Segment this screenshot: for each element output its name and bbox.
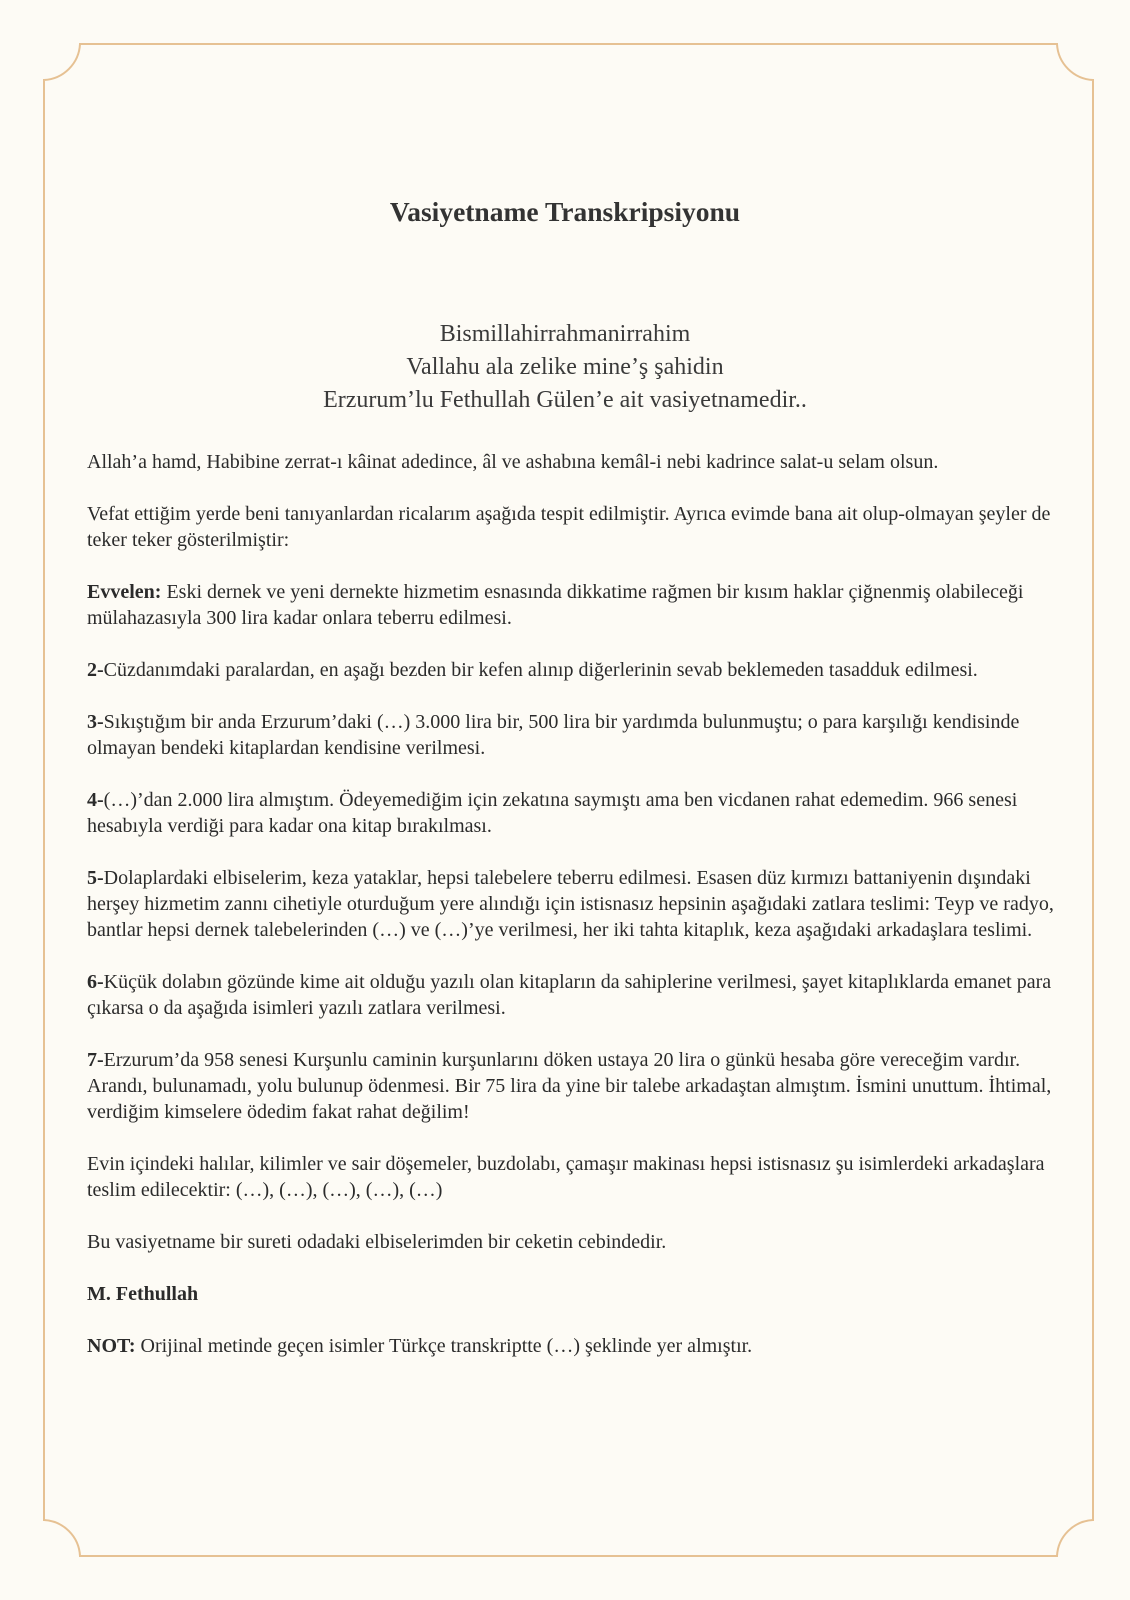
item-text: Erzurum’da 958 senesi Kurşunlu caminin kurşunlarını döken ustaya 20 lira o günkü hesaba göre vereceğim vardır. Arandı, bulunamadı, yolu bulunup ödenmesi. Bir 75 lira da yine bir talebe arkadaştan almıştım. İsmini unuttum. İhtimal, verdiğim kimselere ödedim fakat rahat değilim!	[87, 1049, 1052, 1123]
item-text: Dolaplardaki elbiselerim, keza yataklar, hepsi talebelere teberru edilmesi. Esasen düz kırmızı battaniyenin dışındaki herşey hizmetim zannı cihetiyle oturduğum yere alındığı için istisnasız hepsinin aşağıdaki zatlara teslimi: Teyp ve radyo, bantlar hepsi dernek talebelerinden (…) ve (…)’ye verilmesi, her iki tahta kitaplık, keza aşağıdaki arkadaşlara teslimi.	[87, 867, 1054, 941]
paragraph-item-2	[87, 657, 1057, 683]
note-label: NOT:	[87, 1335, 136, 1357]
paragraph-item-5	[87, 865, 1057, 943]
document-body	[87, 449, 1057, 1385]
item-number: 7-	[87, 1049, 104, 1071]
item-number: 4-	[87, 789, 104, 811]
heading-line-2: Vallahu ala zelike mine’ş şahidin	[406, 354, 724, 380]
evvelen-label: Evvelen:	[87, 581, 162, 603]
paragraph-copy-location: Bu vasiyetname bir sureti odadaki elbiselerimden bir ceketin cebindedir.	[87, 1231, 667, 1253]
paragraph-item-3	[87, 709, 1057, 761]
invocation-heading	[0, 318, 1130, 417]
paragraph-item-7	[87, 1047, 1057, 1125]
paragraph-household: Evin içindeki halılar, kilimler ve sair döşemeler, buzdolabı, çamaşır makinası hepsi istisnasız şu isimlerdeki arkadaşlara teslim edilecektir: (…), (…), (…), (…), (…)	[87, 1153, 1045, 1201]
item-text: (…)’dan 2.000 lira almıştım. Ödeyemediğim için zekatına saymıştı ama ben vicdanen rahat edemedim. 966 senesi hesabıyla verdiği para kadar ona kitap bırakılması.	[87, 789, 1018, 837]
paragraph-praise: Allah’a hamd, Habibine zerrat-ı kâinat adedince, âl ve ashabına kemâl-i nebi kadrince salat-u selam olsun.	[87, 451, 939, 473]
item-number: 2-	[87, 659, 104, 681]
item-number: 6-	[87, 971, 104, 993]
signature: M. Fethullah	[87, 1283, 199, 1305]
item-text: Küçük dolabın gözünde kime ait olduğu yazılı olan kitapların da sahiplerine verilmesi, şayet kitaplıklarda emanet para çıkarsa o da aşağıda isimleri yazılı zatlara verilmesi.	[87, 971, 1052, 1019]
item-text: Cüzdanımdaki paralardan, en aşağı bezden bir kefen alınıp diğerlerinin sevab beklemeden tasadduk edilmesi.	[103, 659, 978, 681]
paragraph-evvelen	[87, 579, 1057, 631]
paragraph-item-4	[87, 787, 1057, 839]
item-text: Sıkıştığım bir anda Erzurum’daki (…) 3.000 lira bir, 500 lira bir yardımda bulunmuştu; o para karşılığı kendisinde olmayan bendeki kitaplardan kendisine verilmesi.	[87, 711, 1020, 759]
paragraph-note	[87, 1333, 1057, 1359]
heading-line-1: Bismillahirrahmanirrahim	[439, 321, 691, 347]
heading-line-3: Erzurum’lu Fethullah Gülen’e ait vasiyetnamedir..	[323, 387, 807, 413]
item-number: 5-	[87, 867, 104, 889]
item-number: 3-	[87, 711, 104, 733]
evvelen-text: Eski dernek ve yeni dernekte hizmetim esnasında dikkatime rağmen bir kısım haklar çiğnenmiş olabileceği mülahazasıyla 300 lira kadar onlara teberru edilmesi.	[87, 581, 1024, 629]
note-text: Orijinal metinde geçen isimler Türkçe transkriptte (…) şeklinde yer almıştır.	[135, 1335, 753, 1357]
paragraph-item-6	[87, 969, 1057, 1021]
document-title: Vasiyetname Transkripsiyonu	[389, 196, 741, 227]
paragraph-intro: Vefat ettiğim yerde beni tanıyanlardan ricalarım aşağıda tespit edilmiştir. Ayrıca evimde bana ait olup-olmayan şeyler de teker teker gösterilmiştir:	[87, 503, 1051, 551]
